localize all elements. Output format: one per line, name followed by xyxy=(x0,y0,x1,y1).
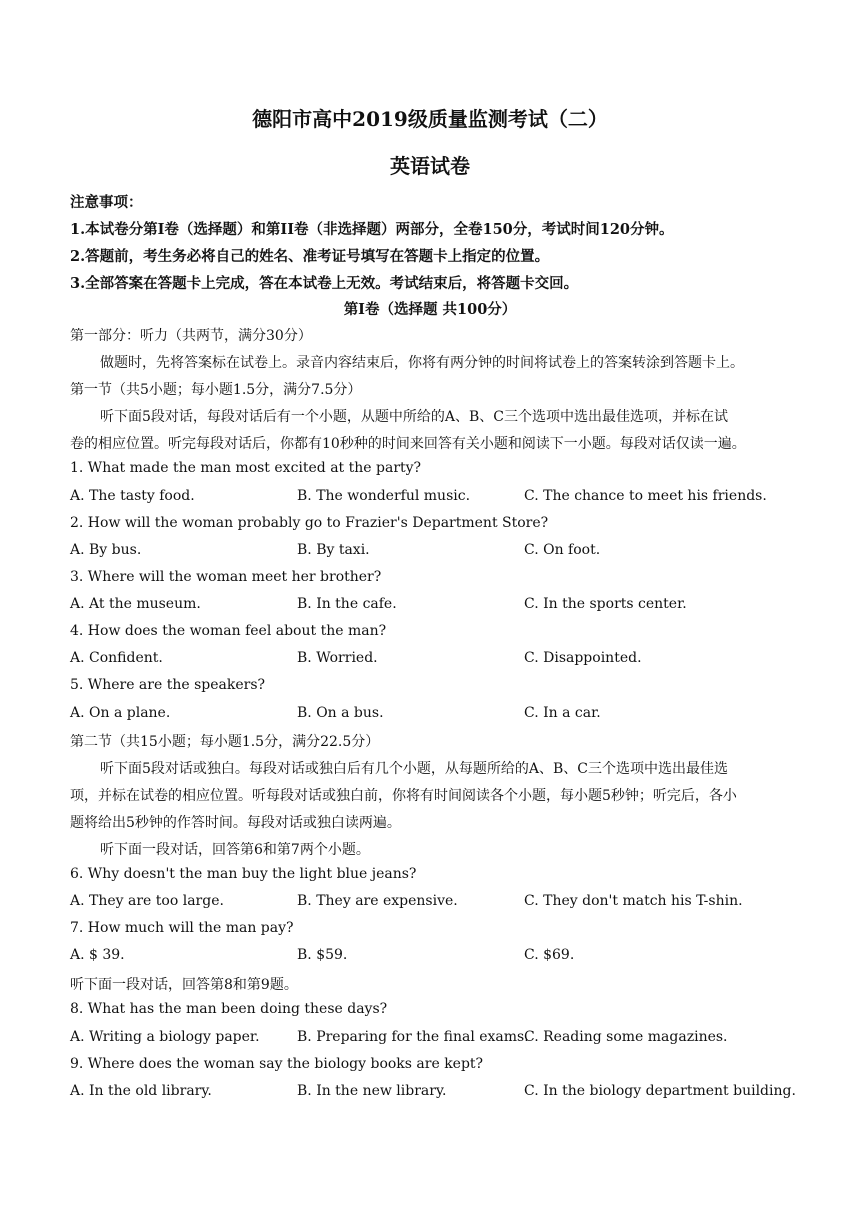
q8-option-c: C. Reading some magazines. xyxy=(524,1029,728,1045)
q6-option-a: A. They are too large. xyxy=(70,893,224,909)
exam-subtitle: 英语试卷 xyxy=(390,154,470,178)
notice-item-3: 3.全部答案在答题卡上完成，答在本试卷上无效。考试结束后，将答题卡交回。 xyxy=(70,275,579,292)
part1-heading: 第一部分：听力（共两节，满分30分） xyxy=(70,328,312,344)
section2-instruction-line2: 项，并标在试卷的相应位置。听每段对话或独白前，你将有时间阅读各个小题，每小题5秒钟；听完后，各小 xyxy=(70,788,737,804)
notice-heading: 注意事项： xyxy=(70,194,143,211)
dialog-6-7-instruction: 听下面一段对话，回答第6和第7两个小题。 xyxy=(100,842,370,858)
q9-option-c: C. In the biology department building. xyxy=(524,1083,796,1099)
q4-option-c: C. Disappointed. xyxy=(524,650,642,666)
q5-option-b: B. On a bus. xyxy=(297,705,384,721)
q7-option-b: B. $59. xyxy=(297,947,348,963)
q3-option-a: A. At the museum. xyxy=(70,596,201,612)
notice-item-1: 1.本试卷分第I卷（选择题）和第II卷（非选择题）两部分，全卷150分，考试时间120分钟。 xyxy=(70,221,674,238)
question-3: 3. Where will the woman meet her brother? xyxy=(70,569,382,585)
question-4: 4. How does the woman feel about the man? xyxy=(70,623,387,639)
q9-option-a: A. In the old library. xyxy=(70,1083,212,1099)
q8-option-a: A. Writing a biology paper. xyxy=(70,1029,260,1045)
question-7: 7. How much will the man pay? xyxy=(70,920,294,936)
q6-option-c: C. They don't match his T-shin. xyxy=(524,893,743,909)
notice-item-2: 2.答题前，考生务必将自己的姓名、准考证号填写在答题卡上指定的位置。 xyxy=(70,248,550,265)
q2-option-c: C. On foot. xyxy=(524,542,601,558)
question-9: 9. Where does the woman say the biology books are kept? xyxy=(70,1056,484,1072)
exam-title: 德阳市高中2019级质量监测考试（二） xyxy=(252,107,608,131)
q8-option-b: B. Preparing for the final exams. xyxy=(297,1029,529,1045)
q4-option-b: B. Worried. xyxy=(297,650,378,666)
q1-option-c: C. The chance to meet his friends. xyxy=(524,488,767,504)
part1-instruction: 做题时，先将答案标在试卷上。录音内容结束后，你将有两分钟的时间将试卷上的答案转涂到答题卡上。 xyxy=(100,355,744,371)
q6-option-b: B. They are expensive. xyxy=(297,893,458,909)
question-1: 1. What made the man most excited at the party? xyxy=(70,460,422,476)
q2-option-b: B. By taxi. xyxy=(297,542,370,558)
q7-option-a: A. $ 39. xyxy=(70,947,125,963)
question-2: 2. How will the woman probably go to Frazier's Department Store? xyxy=(70,515,549,531)
section1-instruction-line1: 听下面5段对话，每段对话后有一个小题，从题中所给的A、B、C三个选项中选出最佳选项，并标在试 xyxy=(100,409,729,425)
q3-option-b: B. In the cafe. xyxy=(297,596,397,612)
question-6: 6. Why doesn't the man buy the light blue jeans? xyxy=(70,866,417,882)
q5-option-a: A. On a plane. xyxy=(70,705,171,721)
q1-option-a: A. The tasty food. xyxy=(70,488,195,504)
question-5: 5. Where are the speakers? xyxy=(70,677,266,693)
q4-option-a: A. Confident. xyxy=(70,650,163,666)
q5-option-c: C. In a car. xyxy=(524,705,601,721)
q3-option-c: C. In the sports center. xyxy=(524,596,687,612)
section1-heading: 第一节（共5小题；每小题1.5分，满分7.5分） xyxy=(70,382,362,398)
dialog-8-9-instruction: 听下面一段对话，回答第8和第9题。 xyxy=(70,977,298,993)
q1-option-b: B. The wonderful music. xyxy=(297,488,471,504)
q7-option-c: C. $69. xyxy=(524,947,575,963)
q9-option-b: B. In the new library. xyxy=(297,1083,447,1099)
volume-heading: 第I卷（选择题 共100分） xyxy=(343,301,517,318)
question-8: 8. What has the man been doing these days? xyxy=(70,1001,388,1017)
section2-heading: 第二节（共15小题；每小题1.5分，满分22.5分） xyxy=(70,734,380,750)
section2-instruction-line3: 题将给出5秒钟的作答时间。每段对话或独白读两遍。 xyxy=(70,815,401,831)
q2-option-a: A. By bus. xyxy=(70,542,142,558)
section1-instruction-line2: 卷的相应位置。听完每段对话后，你都有10秒种的时间来回答有关小题和阅读下一小题。每段对话仅读一遍。 xyxy=(70,436,746,452)
section2-instruction-line1: 听下面5段对话或独白。每段对话或独白后有几个小题，从每题所给的A、B、C三个选项中选出最佳选 xyxy=(100,761,729,777)
